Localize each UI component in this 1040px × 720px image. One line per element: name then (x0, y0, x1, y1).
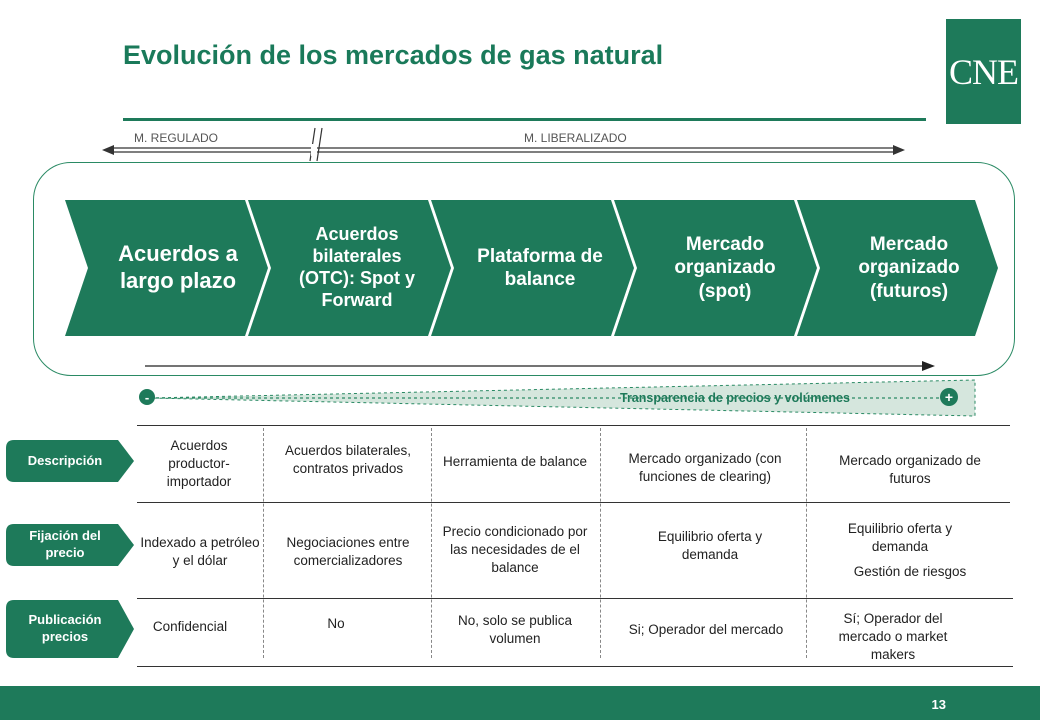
liberalized-label: M. LIBERALIZADO (524, 131, 627, 145)
table-line-1 (137, 502, 1010, 503)
plus-icon: + (940, 388, 958, 406)
row-label-fijacion: Fijación del precio (29, 528, 101, 560)
table-cell: Si; Operador del mercado (628, 622, 784, 638)
table-line-2 (137, 598, 1013, 599)
table-cell: No (327, 616, 345, 632)
table-cell: No, solo se publica volumen (457, 613, 573, 646)
regulated-label: M. REGULADO (134, 131, 219, 145)
transparency-label: Transparencia de precios y volúmenes (620, 391, 850, 405)
table-cell: Equilibrio oferta y demanda (847, 521, 953, 554)
stage-label-2: Acuerdos bilaterales (OTC): Spot y Forward (299, 224, 415, 310)
table-cell: Indexado a petróleo y el dólar (140, 535, 260, 568)
table-cell: Precio condicionado por las necesidades de el balance (442, 524, 588, 575)
table-cell-extra: Gestión de riesgos (853, 564, 967, 580)
row-label-descripcion: Descripción (27, 452, 103, 468)
column-divider (806, 428, 807, 658)
table-cell: Mercado organizado de futuros (839, 453, 981, 486)
table-cell: Sí; Operador del mercado o market makers (838, 611, 948, 662)
cne-logo: CNE (946, 19, 1021, 124)
stage-label-3: Plataforma de balance (477, 245, 603, 290)
table-cell: Confidencial (152, 619, 228, 635)
footer-bar (0, 686, 1040, 720)
table-cell: Negociaciones entre comercializadores (286, 535, 410, 568)
table-line-top (137, 425, 1010, 426)
column-divider (600, 428, 601, 658)
stage-label-1: Acuerdos a largo plazo (118, 241, 238, 293)
column-divider (263, 428, 264, 658)
page-number: 13 (931, 697, 946, 712)
table-cell: Mercado organizado (con funciones de clearing) (628, 451, 782, 484)
stage-label-4: Mercado organizado (spot) (674, 234, 776, 302)
table-cell: Herramienta de balance (442, 454, 588, 470)
column-divider (431, 428, 432, 658)
table-cell: Acuerdos productor-importador (166, 438, 232, 489)
stage-label-5: Mercado organizado (futuros) (858, 234, 960, 302)
row-label-publicacion: Publicación precios (28, 612, 102, 644)
table-cell: Acuerdos bilaterales, contratos privados (284, 443, 412, 476)
minus-icon: - (139, 389, 155, 405)
table-cell: Equilibrio oferta y demanda (657, 529, 763, 562)
page-title: Evolución de los mercados de gas natural (123, 40, 664, 70)
